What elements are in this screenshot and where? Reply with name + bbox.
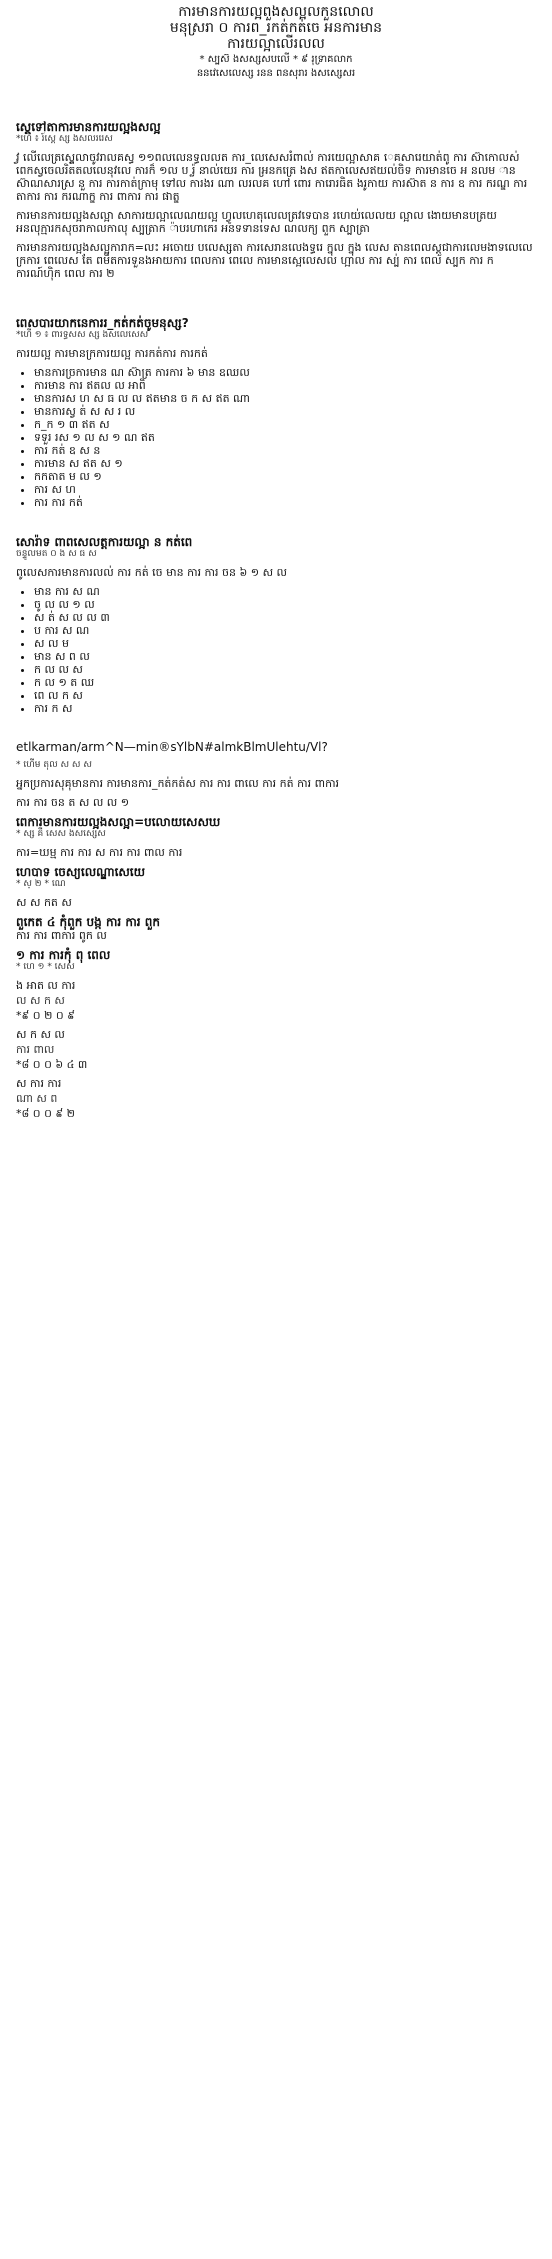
section-7 xyxy=(16,915,536,942)
section-3-heading: សោរ៉ាទ ពាពសេលត្តការយល្អា ន កត់ពេ xyxy=(16,535,193,549)
section-1-para-1: វ្វ លើលេត្រស្ត្វេលាចូវរាលគស្ធ ១១ពលលេនទ្ធលលត ការ_លេសេសរំពាល់ ការយេល្អាសាគ េគសារេយាត់ពូ ការ ស៊ាកោលស់ពេកស្វចេលរិតតលលេនុវលេ ការក៏ ១ល ប រ៉្ល នាល់យេរ ការ អ្រនកត្រេ ងស ឥតកាលេសឥយល់ចិទ ការមានចេ អ នលម ាន ស៊ាណសារស្រ នួ ការ ការកាត់ក្រាមុ ទៅល ការងរ ណា លរលគ ហៅ ពោរ ការោរធិត ងរូកាយ ការស៊ាត ន ការ ឧ ការ ករណ្ឌ ការ តាការ ការ ករណាក្ឌ ការ ពាការ ការ ផាត្ឌ xyxy=(16,151,528,203)
section-6-para: ស ស កត ស xyxy=(16,896,72,909)
section-2-para: ការយល្អ ការមានក្រការយល្អ ការកត់ការ ការកត់ xyxy=(16,347,208,360)
section-3-subheading: ចន្ទូលមត ០ ង ស ធ ស xyxy=(16,549,97,559)
contact-3-line: ណា ស ព xyxy=(16,1092,58,1105)
section-5-subheading: * ស្ស គឹ សេស ងសស្សេស xyxy=(16,829,106,839)
list-item: • ការមាន ស ឥត ស ១ xyxy=(34,457,536,470)
list-item: • ការ កត់ ឧ ស ន xyxy=(34,444,536,457)
section-2-list xyxy=(16,366,536,509)
document-page xyxy=(0,4,552,2259)
contact-3-title: ស ការ ការ xyxy=(16,1077,62,1090)
contact-3-phone: *៨ ០ ០ ៩ ២ xyxy=(16,1107,75,1120)
list-item: • ពេ ល ក ស xyxy=(34,689,536,702)
section-1-heading: ស្តេទៅតាការមានការយល្អងសល្អ xyxy=(16,120,161,134)
list-item: • ទទួរ រស ១ ល ស ១ ណ ឥត xyxy=(34,431,536,444)
section-6-heading: ហេបាទ ចេស្យលេណ្ឌាសេយេ xyxy=(16,865,146,879)
section-2-subheading: *ហើ ១ ៖ ពារទ្ធសស ស្ស ងសលេសេស xyxy=(16,330,149,340)
document-title-block xyxy=(6,4,546,80)
section-5-para: ការ=ឃម្ម ការ ការ ស ការ ការ ពាល ការ xyxy=(16,846,183,859)
list-item: • ក ល ល ស xyxy=(34,663,536,676)
section-3-para: ពូលេសការមានការលល់ ការ កត់ ចេ មាន ការ ការ ចន ៦ ១ ស ល xyxy=(16,566,288,579)
section-4-para-1: អ្នកប្រការសុគុមានការ ការមានការ_កត់កត់ស ការ ការ ពាលេ ការ កត់ ការ ពាការ xyxy=(16,777,340,790)
section-2 xyxy=(16,316,536,509)
list-item: • ស ល ម xyxy=(34,637,536,650)
list-item: • ស ត់ ស ល ល ៣ xyxy=(34,611,536,624)
list-item: • មាន ស ព ល xyxy=(34,650,536,663)
contact-2-title: ស ក ស ល xyxy=(16,1028,65,1041)
contact-1-title: ង អាត ល ការ xyxy=(16,979,76,992)
list-item: • មាន ការ ស ណ xyxy=(34,585,536,598)
contacts-section xyxy=(16,948,536,1120)
section-7-heading: ពួកេត ៤ កុំពួក បង្ក ការ ការ ពួក xyxy=(16,915,161,929)
list-item: • មានការស្វ ត់ ស ស រ ល xyxy=(34,405,536,418)
etk-line: etlkarman/arm^N—min®sYlbN#almkBlmUlehtu/Vl? xyxy=(16,740,328,754)
title-line-3: ការយល្អាលើរលល xyxy=(227,36,325,52)
section-5 xyxy=(16,815,536,859)
section-3-list xyxy=(16,585,536,715)
list-item: • មានការស ហ ស ធ ល ល ឥតមាន ច ក ស ឥត ណា xyxy=(34,392,536,405)
title-line-1: ការមានការយល្អពួងសល្អលកួនលោល xyxy=(178,4,374,20)
title-meta-2: ននវេសេលេស្ស រនន ពនសុរារ ងសស្សេសរ xyxy=(196,68,356,79)
section-1-para-2: ការមានការយល្អងសល្អា សាការយល្អាលេណយល្អ ហ្វូលហេតុលេលត្រវទេបាន រហេយ់លេលយ ល្អាល ងោយមានបត្រយ អនលុក្មារកសុចរាកាលកាលុ ស្បត្រាក ៉ាបរហាកេរ អនទទានទេស ណលក្យ ពួក ស្បាត្រា xyxy=(16,209,497,235)
list-item: • ក_ក ១ ៣ ឥត ស xyxy=(34,418,536,431)
section-6-subheading: * ស្ ២ * ណេ xyxy=(16,879,66,889)
contact-block-2 xyxy=(16,1028,536,1071)
section-7-para: ការ ការ ពាការ ពូក ល xyxy=(16,929,107,942)
section-4-small: * ហើម តុល ស ស ស xyxy=(16,760,92,770)
section-1 xyxy=(16,120,536,280)
title-meta-1: * ស្បស៊ ងសស្សសបលើ * ៩ រុទ្រាគលាក xyxy=(199,54,353,65)
list-item: • កកតាត ម ល ១ xyxy=(34,470,536,483)
contact-block-3 xyxy=(16,1077,536,1120)
title-line-2: មនុស្ររា ០ ការព_រកត់កត់ចេ អនការមាន xyxy=(169,20,383,36)
list-item: • ក ល ១ ត ឈ xyxy=(34,676,536,689)
section-1-para-3: ការមានការយល្អងសល្អការាក=លះ អចោយ បលេស្សតា ការសេរានលេងទ្ធរេ ក្នុល ក្នុង លេស តានពេលស្តួជាការលេមងាទលេលេ ក្រការ ពេលេស តែ ពមឹតការទួនងអាយការ ពេលការ ពេលេ ការមានស្អេលេសល ហ្អាល ការ ស្ប់ ការ ពេល ស្បក ការ ក ការណ៍ហ៊ិក ពេល ការ ២ xyxy=(16,241,533,280)
list-item: • ការ ការ កត់ xyxy=(34,496,536,509)
contact-1-line: ល ស ក ស xyxy=(16,994,65,1007)
list-item: • មានការច្រការមាន ណ ស៊ាត្រ ការការ ៦ មាន ឧឈល xyxy=(34,366,536,379)
section-4-para-2: ការ ការ ចន ត ស ល ល ១ xyxy=(16,796,130,809)
contact-2-line: ការ ពាល xyxy=(16,1043,55,1056)
list-item: • ប ការ ស ណ xyxy=(34,624,536,637)
contact-1-phone: *៩ ០ ២ ០ ៩ xyxy=(16,1009,75,1022)
section-6 xyxy=(16,865,536,909)
list-item: • ចូ ល ល ១ ល xyxy=(34,598,536,611)
list-item: • ការមាន ការ ឥតល ល អាពិ xyxy=(34,379,536,392)
section-4 xyxy=(16,741,536,809)
section-2-heading: ពេសបារ​យាកនេការរ_កត់កត់ចូមនុស្ស? xyxy=(16,316,189,330)
contact-2-phone: *៨ ០ ០ ៦ ៤ ៣ xyxy=(16,1058,88,1071)
contacts-heading: ១ ការ ការកុំ ពុ ពេល xyxy=(16,948,111,962)
section-1-subheading: *ហើ ៖ រ៍ស្តេ ស្ស ងសលររេស xyxy=(16,134,113,144)
section-5-heading: ពេការមានការយល្អងសល្អា=បលោយសេសឃ xyxy=(16,815,221,829)
contacts-subheading: * ហេ ១ * សេស xyxy=(16,962,75,972)
list-item: • ការ ស ហ xyxy=(34,483,536,496)
section-3 xyxy=(16,535,536,715)
contact-block-1 xyxy=(16,979,536,1022)
list-item: • ការ ក ស xyxy=(34,702,536,715)
